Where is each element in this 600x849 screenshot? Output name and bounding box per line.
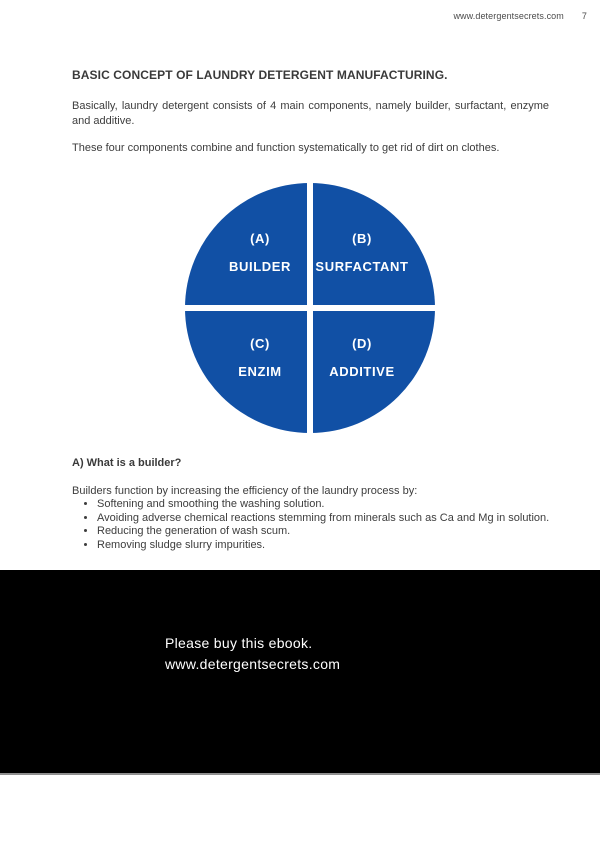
diagram-horizontal-divider: [185, 305, 435, 311]
promo-banner-text: [165, 633, 340, 675]
section-intro: Builders function by increasing the efficiency of the laundry process by:: [72, 484, 418, 497]
quadrant-builder-label: BUILDER: [229, 259, 291, 274]
section-heading: A) What is a builder?: [72, 457, 182, 469]
promo-site-url[interactable]: www.detergentsecrets.com: [165, 656, 341, 672]
bullet-item-1: • Softening and smoothing the washing solution.: [97, 498, 550, 512]
paragraph-1: Basically, laundry detergent consists of 4 main components, namely builder, surfactant, enzyme and additive.: [72, 100, 549, 127]
quadrant-enzim-letter: (C): [250, 336, 270, 351]
builder-section: [72, 457, 550, 552]
components-quadrant-diagram: [185, 183, 435, 433]
quadrant-builder: [229, 225, 291, 281]
quadrant-additive: [329, 330, 394, 386]
quadrant-enzim-label: ENZIM: [238, 364, 282, 379]
bullet-item-2: • Avoiding adverse chemical reactions stemming from minerals such as Ca and Mg in solution.: [97, 512, 550, 526]
quadrant-additive-label: ADDITIVE: [329, 364, 395, 379]
bullet-list: [72, 498, 550, 552]
header-site-url[interactable]: www.detergentsecrets.com: [453, 11, 564, 21]
quadrant-builder-letter: (A): [250, 231, 270, 246]
quadrant-surfactant-label: SURFACTANT: [315, 259, 409, 274]
paragraph-2: These four components combine and function systematically to get rid of dirt on clothes.: [72, 142, 500, 154]
promo-message: Please buy this ebook.: [165, 635, 313, 651]
quadrant-surfactant: [315, 225, 408, 281]
page-header: [453, 11, 587, 21]
bullet-item-4: • Removing sludge slurry impurities.: [97, 539, 550, 553]
article-title: BASIC CONCEPT OF LAUNDRY DETERGENT MANUFACTURING.: [72, 68, 448, 82]
quadrant-enzim: [238, 330, 281, 386]
promo-banner: [0, 570, 600, 775]
article-content: [72, 68, 549, 169]
quadrant-surfactant-letter: (B): [352, 231, 372, 246]
page-number: 7: [581, 11, 587, 21]
quadrant-additive-letter: (D): [352, 336, 372, 351]
bullet-item-3: • Reducing the generation of wash scum.: [97, 525, 550, 539]
